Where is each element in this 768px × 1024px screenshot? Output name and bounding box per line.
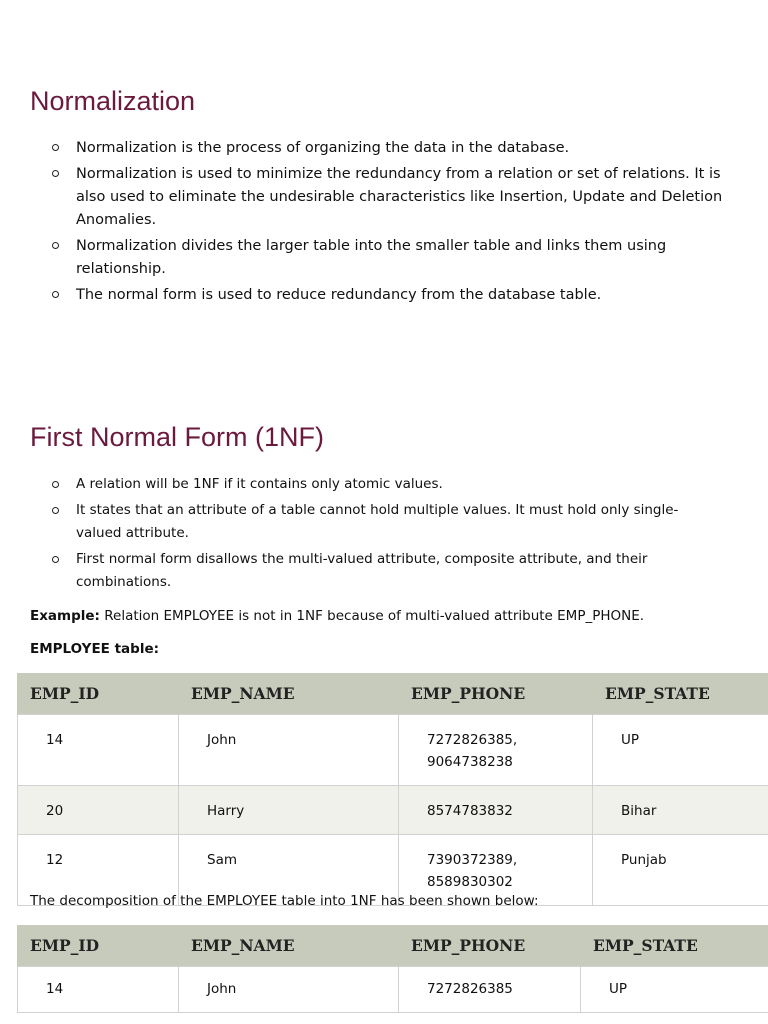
column-header-emp-phone: EMP_PHONE — [399, 673, 593, 715]
cell-emp-name: Sam — [179, 835, 399, 906]
column-header-emp-id: EMP_ID — [18, 925, 179, 967]
cell-emp-phone — [399, 715, 593, 786]
decomposition-paragraph: The decomposition of the EMPLOYEE table into 1NF has been shown below: — [30, 893, 539, 909]
normalization-bullet-list — [0, 137, 740, 310]
cell-emp-id: 14 — [18, 967, 179, 1013]
phone-line: 9064738238 — [427, 754, 513, 770]
column-header-emp-name: EMP_NAME — [179, 925, 399, 967]
cell-emp-state: UP — [581, 967, 768, 1013]
column-header-emp-state: EMP_STATE — [581, 925, 768, 967]
cell-emp-phone: 7272826385 — [399, 967, 581, 1013]
1nf-bullet-list — [0, 473, 700, 597]
bullet-text: Normalization is used to minimize the redundancy from a relation or set of relations. It is also used to eliminate the undesirable characteristics like Insertion, Update and Deletion Anomalies. — [76, 166, 723, 228]
bullet-text: Normalization divides the larger table into the smaller table and links them using relationship. — [76, 238, 667, 277]
table-row — [18, 715, 768, 786]
phone-line: 7390372389, — [427, 852, 518, 868]
list-item — [0, 473, 700, 496]
cell-emp-name: John — [179, 715, 399, 786]
cell-emp-state: Punjab — [593, 835, 768, 906]
bullet-icon — [52, 170, 59, 177]
cell-emp-phone — [399, 786, 593, 835]
phone-line: 8589830302 — [427, 874, 513, 890]
cell-emp-id: 20 — [18, 786, 179, 835]
example-label: Example: — [30, 608, 100, 624]
table-header-row — [18, 925, 768, 967]
cell-emp-state: UP — [593, 715, 768, 786]
column-header-emp-state: EMP_STATE — [593, 673, 768, 715]
table-caption-text: EMPLOYEE table: — [30, 641, 159, 657]
list-item — [0, 163, 740, 232]
employee-1nf-table — [17, 925, 768, 1013]
cell-emp-state: Bihar — [593, 786, 768, 835]
phone-line: 8574783832 — [427, 803, 513, 819]
cell-emp-name: John — [179, 967, 399, 1013]
column-header-emp-name: EMP_NAME — [179, 673, 399, 715]
phone-line: 7272826385, — [427, 732, 518, 748]
bullet-icon — [52, 242, 59, 249]
employee-table — [17, 673, 768, 906]
column-header-emp-phone: EMP_PHONE — [399, 925, 581, 967]
bullet-icon — [52, 556, 59, 563]
bullet-icon — [52, 481, 59, 488]
example-paragraph — [30, 607, 644, 625]
bullet-text: It states that an attribute of a table cannot hold multiple values. It must hold only single-valued attribute. — [76, 502, 679, 541]
bullet-text: Normalization is the process of organizing the data in the database. — [76, 140, 570, 156]
example-text: Relation EMPLOYEE is not in 1NF because of multi-valued attribute EMP_PHONE. — [99, 608, 645, 624]
table-header-row — [18, 673, 768, 715]
table-row — [18, 967, 768, 1013]
list-item — [0, 499, 700, 545]
section-title-1nf: First Normal Form (1NF) — [30, 422, 324, 452]
list-item — [0, 548, 700, 594]
column-header-emp-id: EMP_ID — [18, 673, 179, 715]
cell-emp-name: Harry — [179, 786, 399, 835]
table-row — [18, 786, 768, 835]
section-title-normalization: Normalization — [30, 86, 196, 116]
bullet-text: A relation will be 1NF if it contains only atomic values. — [76, 476, 443, 492]
list-item — [0, 284, 740, 307]
list-item — [0, 235, 740, 281]
cell-emp-id: 14 — [18, 715, 179, 786]
list-item — [0, 137, 740, 160]
cell-emp-id: 12 — [18, 835, 179, 906]
bullet-text: The normal form is used to reduce redundancy from the database table. — [76, 287, 602, 303]
bullet-icon — [52, 144, 59, 151]
table-caption — [30, 640, 159, 658]
bullet-icon — [52, 291, 59, 298]
bullet-icon — [52, 507, 59, 514]
bullet-text: First normal form disallows the multi-valued attribute, composite attribute, and their combinations. — [76, 551, 648, 590]
